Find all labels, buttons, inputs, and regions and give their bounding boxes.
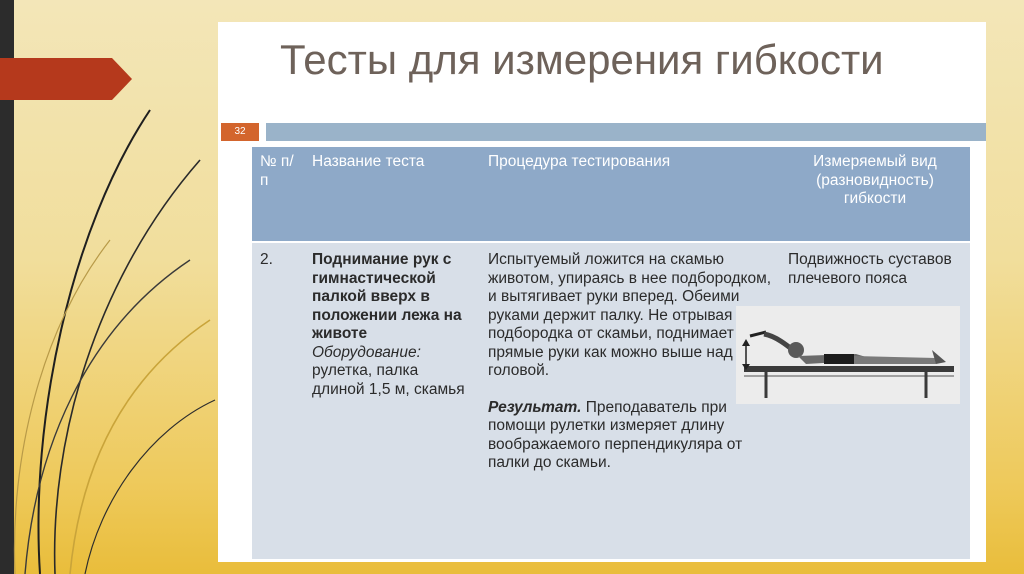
result-label: Результат. (488, 398, 582, 416)
table-header-row (252, 147, 970, 242)
cell-procedure (480, 242, 780, 559)
decorative-curves (0, 0, 220, 574)
exercise-illustration (736, 306, 960, 404)
column-header-flexibility-type: Измеряемый вид (разновидность) гибкости (780, 147, 970, 242)
cell-flexibility-type: Подвижность суставов плечевого пояса (780, 242, 970, 559)
slide-panel (218, 22, 986, 562)
slide-number: 32 (221, 123, 259, 141)
result-text: Преподаватель при помощи рулетки измеряет длину воображаемого перпендикуляра от палки до скамьи. (488, 398, 743, 471)
cell-number: 2. (252, 242, 304, 559)
test-name: Поднимание рук с гимнастической палкой вверх в положении лежа на животе (312, 251, 462, 342)
cell-test-name (304, 242, 480, 559)
accent-bar (266, 123, 986, 141)
column-header-procedure: Процедура тестирования (480, 147, 780, 242)
column-header-number: № п/п (252, 147, 304, 242)
column-header-test-name: Название теста (304, 147, 480, 242)
equipment-label: Оборудование: (312, 343, 421, 361)
slide-title: Тесты для измерения гибкости (280, 36, 884, 83)
equipment-text: рулетка, палка длиной 1,5 м, скамья (312, 362, 465, 398)
procedure-text: Испытуемый ложится на скамью животом, упираясь в нее подбородком, и вытягивает руки вперед. Обеими руками держит палку. Не отрывая подбородка от скамьи, поднимает прямые руки как можно выше над головой. (488, 251, 772, 379)
